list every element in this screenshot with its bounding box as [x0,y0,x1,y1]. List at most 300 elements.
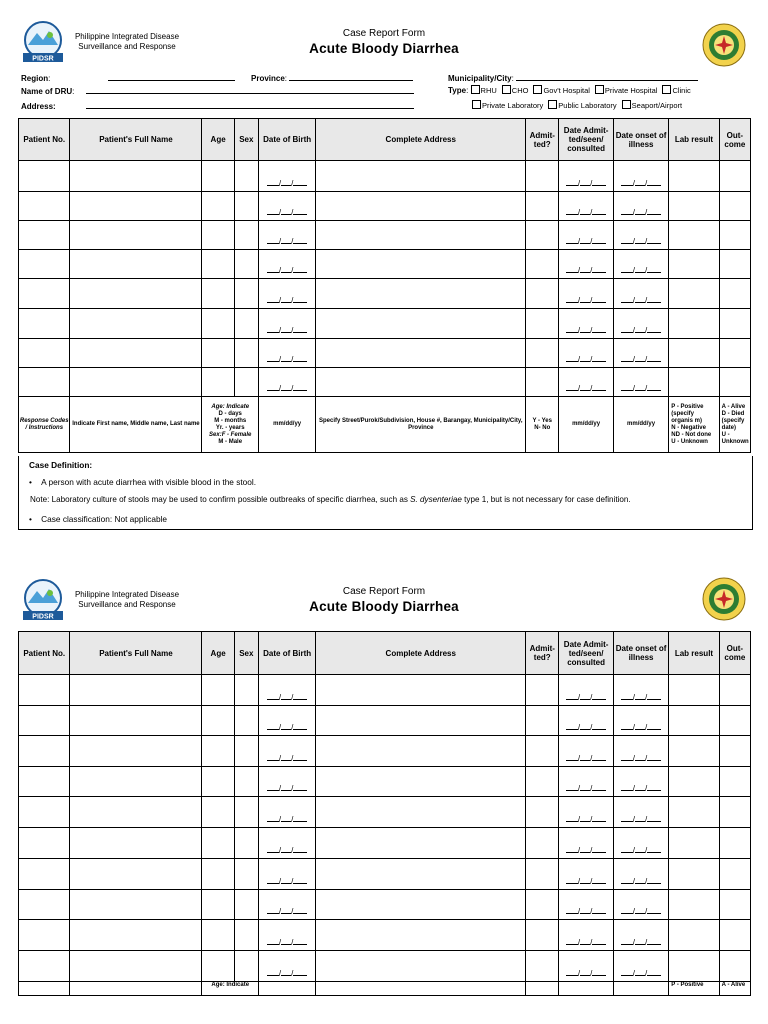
cell-full-name[interactable] [70,920,202,951]
codes-date-onset: mm/dd/yy [627,421,656,427]
codes-age-line: M - Male [218,438,243,445]
cell-lab-result[interactable] [669,675,719,706]
cell-admitted[interactable] [526,706,559,736]
table-row [19,736,751,767]
cell-outcome[interactable] [719,309,750,339]
table-row [19,192,751,221]
cell-full-name[interactable] [70,890,202,920]
cell-patient-no[interactable] [19,250,70,279]
cell-address[interactable] [316,828,526,859]
cell-lab-result[interactable] [669,309,719,339]
cell-sex[interactable] [234,339,258,368]
cell-date-admitted[interactable]: / / [559,309,613,339]
cell-date-onset[interactable]: / / [613,920,668,951]
cell-address[interactable] [316,797,526,828]
cell-full-name[interactable] [70,706,202,736]
col-header-age: Age [202,119,234,161]
cell-patient-no[interactable] [19,859,70,890]
cell-lab-result[interactable] [669,161,719,192]
cell-address[interactable] [316,890,526,920]
cell-age[interactable] [202,192,234,221]
cell-full-name[interactable] [70,767,202,797]
col-header-sex: Sex [234,119,258,161]
cell-admitted[interactable] [526,736,559,767]
codes-age-line: Yr. - years [215,424,245,431]
cell-full-name[interactable] [70,309,202,339]
col-header-patient-no: Patient No. [19,632,70,675]
table-row [19,828,751,859]
cell-sex[interactable] [234,828,258,859]
cell-date-onset[interactable]: / / [613,828,668,859]
table-row [19,221,751,250]
cell-age[interactable] [202,309,234,339]
cell-full-name[interactable] [70,736,202,767]
cell-date-admitted[interactable]: / / [559,368,613,397]
table-row [19,368,751,397]
form-title: Acute Bloody Diarrhea [309,41,459,56]
org-line-2: Surveillance and Response [78,600,176,609]
cell-address[interactable] [316,221,526,250]
cell-lab-result[interactable] [669,221,719,250]
codes-lab-line: N - Negative [671,424,706,431]
cell-full-name[interactable] [70,859,202,890]
region-input[interactable] [108,72,235,81]
codes-age-partial: Age: Indicate [211,982,250,988]
col-header-lab-result: Lab result [669,632,719,675]
codes-lab-line: P - Positive [671,403,704,410]
cell-outcome[interactable] [719,339,750,368]
form-title: Acute Bloody Diarrhea [309,599,459,614]
cell-full-name[interactable] [70,339,202,368]
cell-age[interactable] [202,797,234,828]
cell-sex[interactable] [234,736,258,767]
cell-outcome[interactable] [719,767,750,797]
codes-lab-line: ND - Not done [671,431,712,438]
cell-address[interactable] [316,767,526,797]
cell-sex[interactable] [234,161,258,192]
cell-date-of-birth[interactable]: / / [258,675,315,706]
region-field: Region: [21,72,235,83]
cell-patient-no[interactable] [19,161,70,192]
case-table-1 [18,118,751,453]
cell-date-of-birth[interactable]: / / [258,279,315,309]
cell-patient-no[interactable] [19,920,70,951]
cell-sex[interactable] [234,279,258,309]
cell-date-admitted[interactable]: / / [559,767,613,797]
codes-outcome-partial: A - Alive [721,982,746,988]
cell-address[interactable] [316,859,526,890]
cell-admitted[interactable] [526,675,559,706]
cell-age[interactable] [202,221,234,250]
cell-address[interactable] [316,951,526,982]
dru-field: Name of DRU: [21,85,414,96]
cell-age[interactable] [202,279,234,309]
cell-address[interactable] [316,736,526,767]
cell-date-of-birth[interactable]: / / [258,161,315,192]
col-header-date-admitted: Date Admit-ted/seen/ consulted [559,119,613,161]
col-header-admitted: Admit-ted? [526,632,559,675]
table-row [19,250,751,279]
case-definition-heading: Case Definition: [29,460,93,470]
cell-age[interactable] [202,828,234,859]
type-option-private-laboratory[interactable]: Private Laboratory [472,100,543,110]
cell-address[interactable] [316,675,526,706]
col-header-outcome: Out-come [719,632,750,675]
type-option-seaport-airport[interactable]: Seaport/Airport [622,100,682,110]
cell-sex[interactable] [234,859,258,890]
col-header-address: Complete Address [316,119,526,161]
cell-admitted[interactable] [526,221,559,250]
type-option-public-laboratory[interactable]: Public Laboratory [548,100,616,110]
cell-date-of-birth[interactable]: / / [258,736,315,767]
cell-address[interactable] [316,339,526,368]
cell-admitted[interactable] [526,250,559,279]
cell-date-admitted[interactable]: / / [559,797,613,828]
municipality-label: Municipality/City [448,74,512,83]
address-field [21,100,414,111]
type-option-clinic[interactable]: Clinic [662,85,690,95]
col-header-full-name: Patient's Full Name [70,119,202,161]
cell-sex[interactable] [234,951,258,982]
cell-date-of-birth[interactable]: / / [258,192,315,221]
cell-lab-result[interactable] [669,859,719,890]
cell-admitted[interactable] [526,192,559,221]
type-option-cho[interactable]: CHO [502,85,529,95]
cell-patient-no[interactable] [19,221,70,250]
cell-admitted[interactable] [526,828,559,859]
cell-date-onset[interactable]: / / [613,767,668,797]
cell-outcome[interactable] [719,279,750,309]
codes-admitted-line: Y - Yes [532,417,552,424]
cell-date-admitted[interactable]: / / [559,890,613,920]
cell-date-of-birth[interactable]: / / [258,951,315,982]
cell-full-name[interactable] [70,675,202,706]
cell-patient-no[interactable] [19,767,70,797]
cell-address[interactable] [316,161,526,192]
cell-sex[interactable] [234,797,258,828]
table-row [19,951,751,982]
cell-full-name[interactable] [70,192,202,221]
cell-patient-no[interactable] [19,339,70,368]
cell-date-admitted[interactable]: / / [559,279,613,309]
cell-lab-result[interactable] [669,736,719,767]
col-header-date-of-birth: Date of Birth [258,119,315,161]
municipality-input[interactable] [516,72,698,81]
cell-date-admitted[interactable]: / / [559,250,613,279]
cell-lab-result[interactable] [669,706,719,736]
cell-patient-no[interactable] [19,706,70,736]
cell-outcome[interactable] [719,368,750,397]
cell-outcome[interactable] [719,675,750,706]
cell-age[interactable] [202,706,234,736]
cell-outcome[interactable] [719,192,750,221]
codes-lab-line: U - Unknown [671,438,708,445]
form-type: Case Report Form [342,28,426,39]
cell-admitted[interactable] [526,309,559,339]
cell-address[interactable] [316,706,526,736]
cell-date-onset[interactable]: / / [613,675,668,706]
cell-address[interactable] [316,192,526,221]
cell-date-of-birth[interactable]: / / [258,221,315,250]
cell-date-admitted[interactable]: / / [559,951,613,982]
cell-age[interactable] [202,339,234,368]
cell-date-onset[interactable]: / / [613,279,668,309]
cell-date-onset[interactable]: / / [613,890,668,920]
cell-lab-result[interactable] [669,890,719,920]
cell-admitted[interactable] [526,161,559,192]
cell-full-name[interactable] [70,797,202,828]
response-codes-row [19,397,751,453]
cell-lab-result[interactable] [669,368,719,397]
cell-sex[interactable] [234,675,258,706]
cell-full-name[interactable] [70,828,202,859]
org-line-1: Philippine Integrated Disease [74,590,180,599]
cell-sex[interactable] [234,706,258,736]
cell-age[interactable] [202,736,234,767]
cell-lab-result[interactable] [669,828,719,859]
col-header-patient-no: Patient No. [19,119,70,161]
cell-outcome[interactable] [719,828,750,859]
codes-lab-line: (specify [671,410,694,417]
table-row [19,859,751,890]
cell-date-onset[interactable]: / / [613,192,668,221]
cell-lab-result[interactable] [669,797,719,828]
cell-date-of-birth[interactable]: / / [258,859,315,890]
cell-address[interactable] [316,279,526,309]
cell-patient-no[interactable] [19,797,70,828]
cell-full-name[interactable] [70,221,202,250]
cell-outcome[interactable] [719,706,750,736]
codes-outcome-line: U - [721,431,730,438]
cell-date-admitted[interactable]: / / [559,706,613,736]
cell-address[interactable] [316,368,526,397]
case-table-2 [18,631,751,996]
cell-date-onset[interactable]: / / [613,797,668,828]
cell-age[interactable] [202,368,234,397]
table-row [19,279,751,309]
cell-address[interactable] [316,309,526,339]
cell-date-onset[interactable]: / / [613,859,668,890]
form-type: Case Report Form [342,586,426,597]
col-header-sex: Sex [234,632,258,675]
col-header-date-onset: Date onset of illness [613,632,668,675]
cell-patient-no[interactable] [19,736,70,767]
cell-date-onset[interactable]: / / [613,161,668,192]
cell-age[interactable] [202,161,234,192]
cell-patient-no[interactable] [19,890,70,920]
case-definition-box [18,456,753,530]
cell-outcome[interactable] [719,797,750,828]
cell-date-onset[interactable]: / / [613,309,668,339]
table-row [19,890,751,920]
cell-date-admitted[interactable]: / / [559,339,613,368]
cell-outcome[interactable] [719,951,750,982]
codes-label: Response Codes / Instructions [19,417,69,431]
cell-date-admitted[interactable]: / / [559,828,613,859]
type-option-private-hospital[interactable]: Private Hospital [595,85,658,95]
cell-patient-no[interactable] [19,951,70,982]
cell-age[interactable] [202,250,234,279]
cell-patient-no[interactable] [19,309,70,339]
col-header-outcome: Out-come [719,119,750,161]
cell-lab-result[interactable] [669,767,719,797]
col-header-date-admitted: Date Admit-ted/seen/ consulted [559,632,613,675]
table-row [19,767,751,797]
cell-age[interactable] [202,920,234,951]
cell-outcome[interactable] [719,920,750,951]
cell-date-onset[interactable]: / / [613,736,668,767]
cell-date-of-birth[interactable]: / / [258,828,315,859]
cell-full-name[interactable] [70,279,202,309]
cell-date-admitted[interactable]: / / [559,192,613,221]
cell-lab-result[interactable] [669,279,719,309]
type-label: Type [448,86,467,95]
cell-sex[interactable] [234,221,258,250]
cell-date-onset[interactable]: / / [613,706,668,736]
cell-outcome[interactable] [719,736,750,767]
col-header-address: Complete Address [316,632,526,675]
type-field-row2 [472,100,687,110]
codes-date-admitted: mm/dd/yy [572,421,601,427]
cell-date-onset[interactable]: / / [613,250,668,279]
cell-age[interactable] [202,675,234,706]
cell-date-of-birth[interactable]: / / [258,797,315,828]
cell-admitted[interactable] [526,951,559,982]
codes-outcome-line: (specify [721,417,745,424]
cell-sex[interactable] [234,368,258,397]
codes-age-line: D - days [218,410,242,417]
cell-date-admitted[interactable]: / / [559,675,613,706]
cell-admitted[interactable] [526,920,559,951]
dru-input[interactable] [86,85,414,94]
case-definition-note: Note: Laboratory culture of stools may be used to confirm possible outbreaks of specific diarrhea, such as S. dysenteriae type 1, but is not necessary for case definition. [30,495,631,504]
cell-date-admitted[interactable]: / / [559,161,613,192]
cell-patient-no[interactable] [19,675,70,706]
col-header-lab-result: Lab result [669,119,719,161]
cell-address[interactable] [316,920,526,951]
province-input[interactable] [289,72,413,81]
table-row [19,706,751,736]
codes-outcome-line: D - Died [721,410,745,417]
cell-admitted[interactable] [526,767,559,797]
cell-date-admitted[interactable]: / / [559,859,613,890]
cell-lab-result[interactable] [669,250,719,279]
cell-lab-result[interactable] [669,192,719,221]
cell-outcome[interactable] [719,890,750,920]
codes-name: Indicate First name, Middle name, Last name [72,421,200,427]
cell-admitted[interactable] [526,890,559,920]
cell-outcome[interactable] [719,250,750,279]
cell-patient-no[interactable] [19,192,70,221]
cell-date-admitted[interactable]: / / [559,736,613,767]
cell-full-name[interactable] [70,951,202,982]
cell-sex[interactable] [234,920,258,951]
cell-sex[interactable] [234,767,258,797]
cell-patient-no[interactable] [19,368,70,397]
cell-sex[interactable] [234,890,258,920]
col-header-date-of-birth: Date of Birth [258,632,315,675]
col-header-admitted: Admit-ted? [526,119,559,161]
cell-outcome[interactable] [719,859,750,890]
cell-date-onset[interactable]: / / [613,221,668,250]
province-label: Province [251,74,285,83]
codes-outcome-line: A - Alive [721,403,746,410]
cell-date-onset[interactable]: / / [613,951,668,982]
table-row [19,339,751,368]
cell-lab-result[interactable] [669,339,719,368]
cell-date-of-birth[interactable]: / / [258,368,315,397]
cell-age[interactable] [202,859,234,890]
table-row [19,161,751,192]
form-header-2 [0,572,768,620]
cell-date-of-birth[interactable]: / / [258,706,315,736]
cell-admitted[interactable] [526,279,559,309]
doh-seal-icon [702,577,746,621]
cell-age[interactable] [202,767,234,797]
cell-date-admitted[interactable]: / / [559,920,613,951]
type-option-rhu[interactable]: RHU [471,85,497,95]
form-page-2 [0,572,768,1024]
address-input[interactable] [86,100,414,109]
municipality-field: Municipality/City: [448,72,698,83]
cell-date-of-birth[interactable]: / / [258,767,315,797]
type-option-govt-hospital[interactable]: Gov't Hospital [533,85,589,95]
cell-lab-result[interactable] [669,951,719,982]
cell-patient-no[interactable] [19,828,70,859]
cell-age[interactable] [202,951,234,982]
cell-date-admitted[interactable]: / / [559,221,613,250]
cell-admitted[interactable] [526,339,559,368]
cell-admitted[interactable] [526,859,559,890]
cell-admitted[interactable] [526,797,559,828]
codes-outcome-line: Unknown [721,438,749,445]
cell-sex[interactable] [234,192,258,221]
cell-date-onset[interactable]: / / [613,368,668,397]
cell-full-name[interactable] [70,250,202,279]
cell-outcome[interactable] [719,161,750,192]
cell-date-onset[interactable]: / / [613,339,668,368]
table-row [19,920,751,951]
col-header-full-name: Patient's Full Name [70,632,202,675]
codes-dob: mm/dd/yy [273,421,302,427]
case-definition-bullet-1: • A person with acute diarrhea with visible blood in the stool. [29,477,257,487]
codes-lab-line: organis m) [671,417,702,424]
cell-date-of-birth[interactable]: / / [258,309,315,339]
codes-age-line: Age: Indicate [211,403,250,410]
codes-age-line: M - months [214,417,247,424]
cell-full-name[interactable] [70,161,202,192]
cell-age[interactable] [202,890,234,920]
cell-lab-result[interactable] [669,920,719,951]
cell-outcome[interactable] [719,221,750,250]
cell-sex[interactable] [234,309,258,339]
response-codes-row-partial [19,982,751,996]
cell-admitted[interactable] [526,368,559,397]
region-label: Region [21,74,49,83]
cell-patient-no[interactable] [19,279,70,309]
cell-date-of-birth[interactable]: / / [258,250,315,279]
cell-date-of-birth[interactable]: / / [258,920,315,951]
table-row [19,797,751,828]
cell-date-of-birth[interactable]: / / [258,339,315,368]
cell-sex[interactable] [234,250,258,279]
cell-date-of-birth[interactable]: / / [258,890,315,920]
type-field: Type: RHU CHO Gov't Hospital Private Hospital Clinic [448,86,691,95]
doh-seal-icon [702,23,746,67]
cell-address[interactable] [316,250,526,279]
cell-full-name[interactable] [70,368,202,397]
codes-admitted-line: N- No [534,424,551,431]
